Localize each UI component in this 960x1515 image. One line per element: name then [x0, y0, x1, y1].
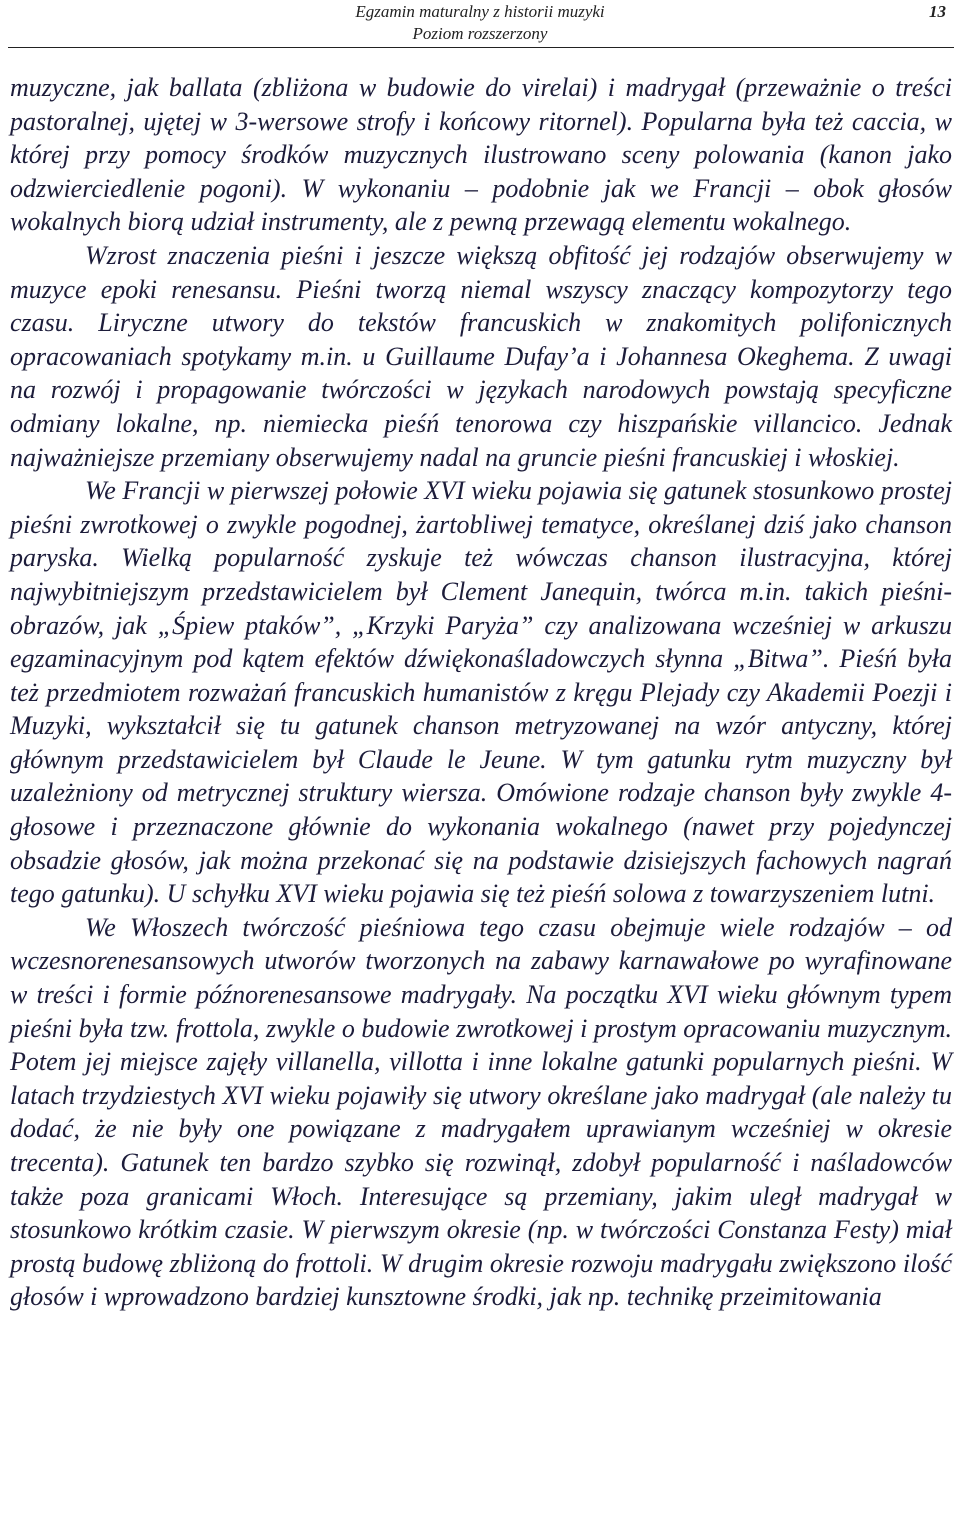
paragraph-renaissance-song: Wzrost znaczenia pieśni i jeszcze większą obfitość jej rodzajów obserwujemy w muzyce epoki renesansu. Pieśni tworzą niemal wszyscy znaczący kompozytorzy tego czasu. Liryczne utwory do tekstów francuskich w znakomitych polifonicznych opracowaniach spotykamy m.in. u Guillaume Dufay’a i Johannesa Okeghema. Z uwagi na rozwój i propagowanie twórczości w językach narodowych powstają specyficzne odmiany lokalne, np. niemiecka pieśń tenorowa czy hiszpańskie villancico. Jednak najważniejsze przemiany obserwujemy nadal na gruncie pieśni francuskiej i włoskiej.	[10, 240, 952, 472]
exam-level: Poziom rozszerzony	[412, 24, 548, 43]
paragraph-france: We Francji w pierwszej połowie XVI wieku pojawia się gatunek stosunkowo prostej pieśni zwrotkowej o zwykle pogodnej, żartobliwej tematyce, określanej dziś jako chanson paryska. Wielką popularność zyskuje też wówczas chanson ilustracyjna, której najwybitniejszym przedstawicielem był Clement Janequin, twórca m.in. takich pieśni-obrazów, jak „Śpiew ptaków”, „Krzyki Paryża” czy analizowana wcześniej w arkuszu egzaminacyjnym pod kątem efektów dźwiękonaśladowczych słynna „Bitwa”. Pieśń była też przedmiotem rozważań francuskich humanistów z kręgu Plejady czy Akademii Poezji i Muzyki, wykształcił się tu gatunek chanson metryzowanej na wzór antyczny, której głównym przedstawicielem był Claude le Jeune. W tym gatunku rytm muzyczny był uzależniony od metrycznej struktury wiersza. Omówione rodzaje chanson były zwykle 4-głosowe i przeznaczone głównie do wykonania wokalnego (nawet przy pojedynczej obsadzie głosów, jak można przekonać się na podstawie dzisiejszych fachowych nagrań tego gatunku). U schyłku XVI wieku pojawia się też pieśń solowa z towarzyszeniem lutni.	[10, 476, 952, 909]
paragraph-italy: We Włoszech twórczość pieśniowa tego czasu obejmuje wiele rodzajów – od wczesnorenesansowych utworów tworzonych na zabawy karnawałowe po wyrafinowane w treści i formie późnorenesansowe madrygały. Na początku XVI wieku głównym typem pieśni była tzw. frottola, zwykle o budowie zwrotkowej i prostym opracowaniu muzycznym. Potem jej miejsce zajęły villanella, villotta i inne lokalne gatunki popularnych pieśni. W latach trzydziestych XVI wieku pojawiły się utwory określane jako madrygał (ale należy tu dodać, że nie były one powiązane z madrygałem uprawianym wcześniej w okresie trecenta). Gatunek ten bardzo szybko się rozwinął, zdobył popularność i naśladowców także poza granicami Włoch. Interesujące są przemiany, jakim uległ madrygał w stosunkowo krótkim czasie. W pierwszym okresie (np. w twórczości Constanza Festy) miał prostą budowę zbliżoną do frottoli. W drugim okresie rozwoju madrygału zwiększono ilość głosów i wprowadzono bardziej kunsztowne środki, jak np. technikę przeimitowania	[10, 912, 952, 1312]
exam-title: Egzamin maturalny z historii muzyki	[355, 2, 605, 21]
header-divider	[8, 47, 954, 48]
page-number: 13	[929, 2, 946, 21]
body-text	[10, 71, 952, 1314]
paragraph-continuation: muzyczne, jak ballata (zbliżona w budowie do virelai) i madrygał (przeważnie o treści pastoralnej, ujętej w 3-wersowe strofy i końcowy ritornel). Popularna była też caccia, w której przy pomocy środków muzycznych ilustrowano sceny polowania (kanon jako odzwierciedlenie pogoni). W wykonaniu – podobnie jak we Francji – obok głosów wokalnych biorą udział instrumenty, ale z pewną przewagą elementu wokalnego.	[10, 73, 952, 237]
page-header	[0, 0, 960, 46]
